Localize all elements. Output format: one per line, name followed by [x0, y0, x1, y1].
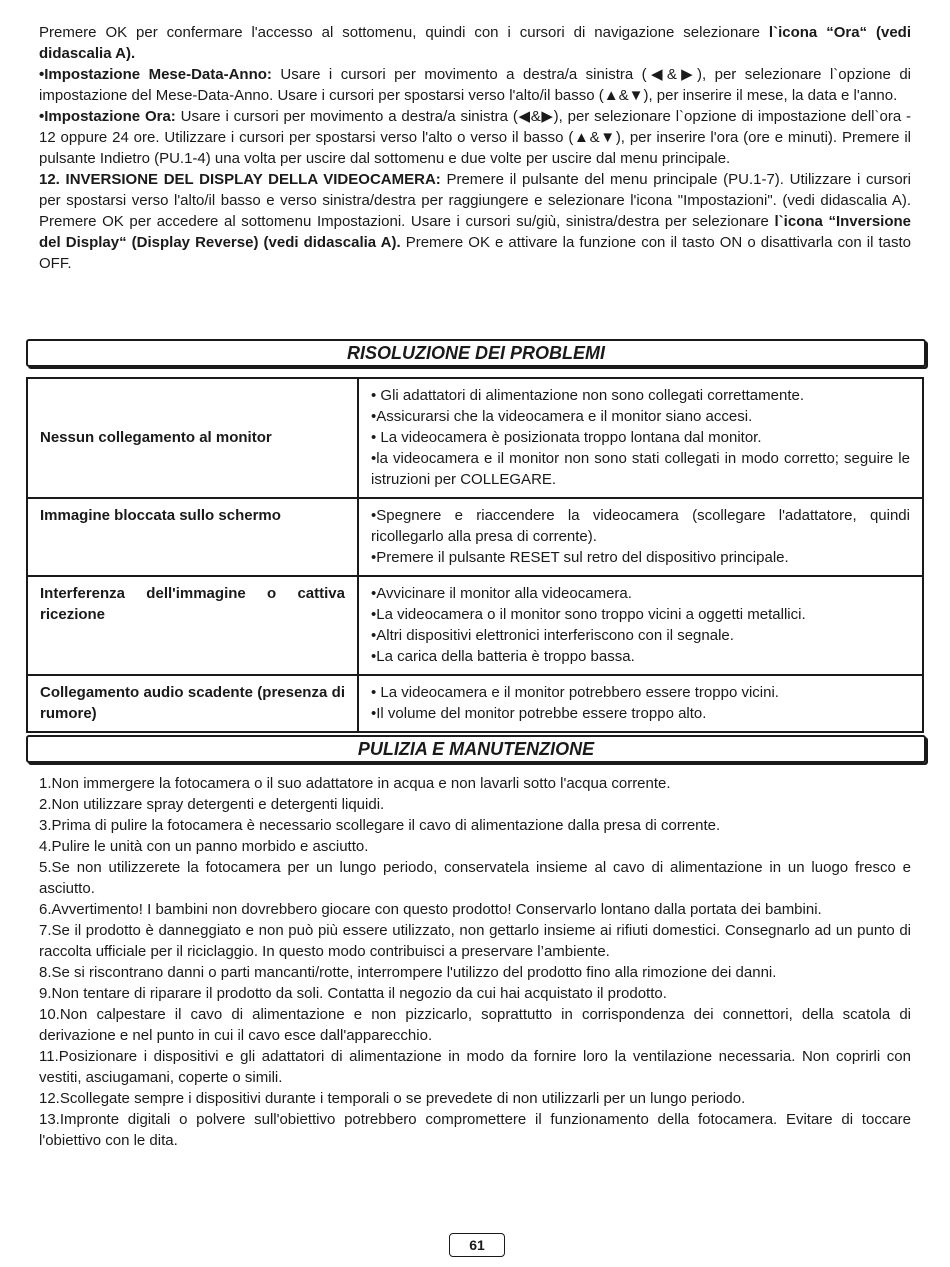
list-item: 12.Scollegate sempre i dispositivi durante i temporali o se prevedete di non utilizzarli per un lungo periodo.: [39, 1090, 746, 1107]
list-item: 1.Non immergere la fotocamera o il suo adattatore in acqua e non lavarli sotto l'acqua corrente.: [39, 775, 671, 792]
date-setting-heading: •Impostazione Mese-Data-Anno:: [39, 66, 272, 83]
display-reverse-bold-text: l`icona “Inversione del Display“ (Display Reverse) (vedi didascalia A).: [39, 213, 911, 251]
solution-item: • Gli adattatori di alimentazione non sono collegati correttamente.: [371, 387, 804, 404]
list-item: 13.Impronte digitali o polvere sull'obiettivo potrebbero compromettere il funzionamento della fotocamera. Evitare di toccare l'obiettivo con le dita.: [39, 1111, 911, 1149]
list-item: 4.Pulire le unità con un panno morbido e asciutto.: [39, 838, 369, 855]
display-reverse-text: Premere il pulsante del menu principale (PU.1-7). Utilizzare i cursori per spostarsi verso l'alto/il basso e verso sinistra/destra per raggiungere e selezionare l'icona "Impostazioni". (vedi didascalia A). Premere OK per accedere al sottomenu Impostazioni. Usare i cursori su/giù, sinistra/destra per selezionare: [39, 171, 912, 230]
solution-cell: [358, 378, 923, 498]
list-item: 2.Non utilizzare spray detergenti e detergenti liquidi.: [39, 796, 385, 813]
list-item: 10.Non calpestare il cavo di alimentazione e non pizzicarlo, soprattutto in corrispondenza dei connettori, della scatola di derivazione e nel punto in cui il cavo esce dall'apparecchio.: [39, 1006, 911, 1044]
intro-paragraph-date-setting: [39, 64, 911, 106]
problem-cell: Collegamento audio scadente (presenza di rumore): [27, 675, 358, 732]
solution-item: •Altri dispositivi elettronici interferiscono con il segnale.: [371, 627, 734, 644]
list-item: 11.Posizionare i dispositivi e gli adattatori di alimentazione in modo da fornire loro la ventilazione necessaria. Non coprirli con vestiti, asciugamani, coperte o simili.: [39, 1048, 911, 1086]
intro-paragraph-display-reverse: [39, 169, 911, 274]
solution-item: • La videocamera e il monitor potrebbero essere troppo vicini.: [371, 684, 779, 701]
troubleshooting-title: RISOLUZIONE DEI PROBLEMI: [26, 339, 926, 367]
solution-item: • La videocamera è posizionata troppo lontana dal monitor.: [371, 429, 762, 446]
intro-paragraph-time-setting: [39, 106, 911, 169]
maintenance-title: PULIZIA E MANUTENZIONE: [26, 735, 926, 763]
solution-item: •la videocamera e il monitor non sono stati collegati in modo corretto; seguire le istruzioni per COLLEGARE.: [371, 450, 910, 488]
table-row: [27, 378, 923, 498]
solution-item: •La carica della batteria è troppo bassa.: [371, 648, 635, 665]
problem-cell: Interferenza dell'immagine o cattiva ricezione: [27, 576, 358, 675]
table-row: [27, 675, 923, 732]
display-reverse-text-end: Premere OK e attivare la funzione con il tasto ON o disattivarla con il tasto OFF.: [39, 234, 911, 272]
display-reverse-heading: 12. INVERSIONE DEL DISPLAY DELLA VIDEOCAMERA:: [39, 171, 441, 188]
intro-paragraph-time-icon: [39, 22, 911, 64]
time-setting-text: Usare i cursori per movimento a destra/a sinistra (◀&▶), per selezionare l`opzione di impostazione dell`ora - 12 oppure 24 ore. Utilizzare i cursori per spostarsi verso l'alto o verso il basso (▲&▼), per inserire l'ora (ore e minuti). Premere il pulsante Indietro (PU.1-4) una volta per uscire dal sottomenu e due volte per uscire dal menu principale.: [39, 108, 912, 167]
date-setting-text: Usare i cursori per movimento a destra/a sinistra (◀&▶), per selezionare l`opzione di impostazione del Mese-Data-Anno. Usare i cursori per spostarsi verso l'alto/il basso (▲&▼), per inserire il mese, la data e l'anno.: [39, 66, 912, 104]
solution-item: •Assicurarsi che la videocamera e il monitor siano accesi.: [371, 408, 753, 425]
page-number: 61: [449, 1233, 505, 1257]
intro-section: [39, 22, 911, 274]
list-item: 8.Se si riscontrano danni o parti mancanti/rotte, interrompere l'utilizzo del prodotto fino alla rimozione dei danni.: [39, 964, 777, 981]
table-row: [27, 498, 923, 576]
solution-cell: [358, 675, 923, 732]
solution-item: •Avvicinare il monitor alla videocamera.: [371, 585, 632, 602]
solution-item: •Spegnere e riaccendere la videocamera (scollegare l'adattatore, quindi ricollegarlo alla presa di corrente).: [371, 507, 910, 545]
list-item: 9.Non tentare di riparare il prodotto da soli. Contatta il negozio da cui hai acquistato il prodotto.: [39, 985, 667, 1002]
solution-item: •Il volume del monitor potrebbe essere troppo alto.: [371, 705, 707, 722]
list-item: 6.Avvertimento! I bambini non dovrebbero giocare con questo prodotto! Conservarlo lontano dalla portata dei bambini.: [39, 901, 822, 918]
time-setting-heading: •Impostazione Ora:: [39, 108, 176, 125]
solution-cell: [358, 498, 923, 576]
maintenance-list: [39, 773, 911, 1151]
table-row: [27, 576, 923, 675]
intro-text: Premere OK per confermare l'accesso al sottomenu, quindi con i cursori di navigazione selezionare: [39, 24, 769, 41]
list-item: 5.Se non utilizzerete la fotocamera per un lungo periodo, conservatela insieme al cavo di alimentazione in un luogo fresco e asciutto.: [39, 859, 911, 897]
solution-item: •Premere il pulsante RESET sul retro del dispositivo principale.: [371, 549, 789, 566]
solution-item: •La videocamera o il monitor sono troppo vicini a oggetti metallici.: [371, 606, 806, 623]
solution-cell: [358, 576, 923, 675]
problem-cell: Nessun collegamento al monitor: [27, 378, 358, 498]
intro-bold-text: l`icona “Ora“ (vedi didascalia A).: [39, 24, 911, 62]
troubleshooting-table: [26, 377, 924, 733]
list-item: 7.Se il prodotto è danneggiato e non può più essere utilizzato, non gettarlo insieme ai rifiuti domestici. Consegnarlo ad un punto di raccolta ufficiale per il riciclaggio. In questo modo contribuisci a preservare l’ambiente.: [39, 922, 911, 960]
problem-cell: Immagine bloccata sullo schermo: [27, 498, 358, 576]
list-item: 3.Prima di pulire la fotocamera è necessario scollegare il cavo di alimentazione dalla presa di corrente.: [39, 817, 721, 834]
